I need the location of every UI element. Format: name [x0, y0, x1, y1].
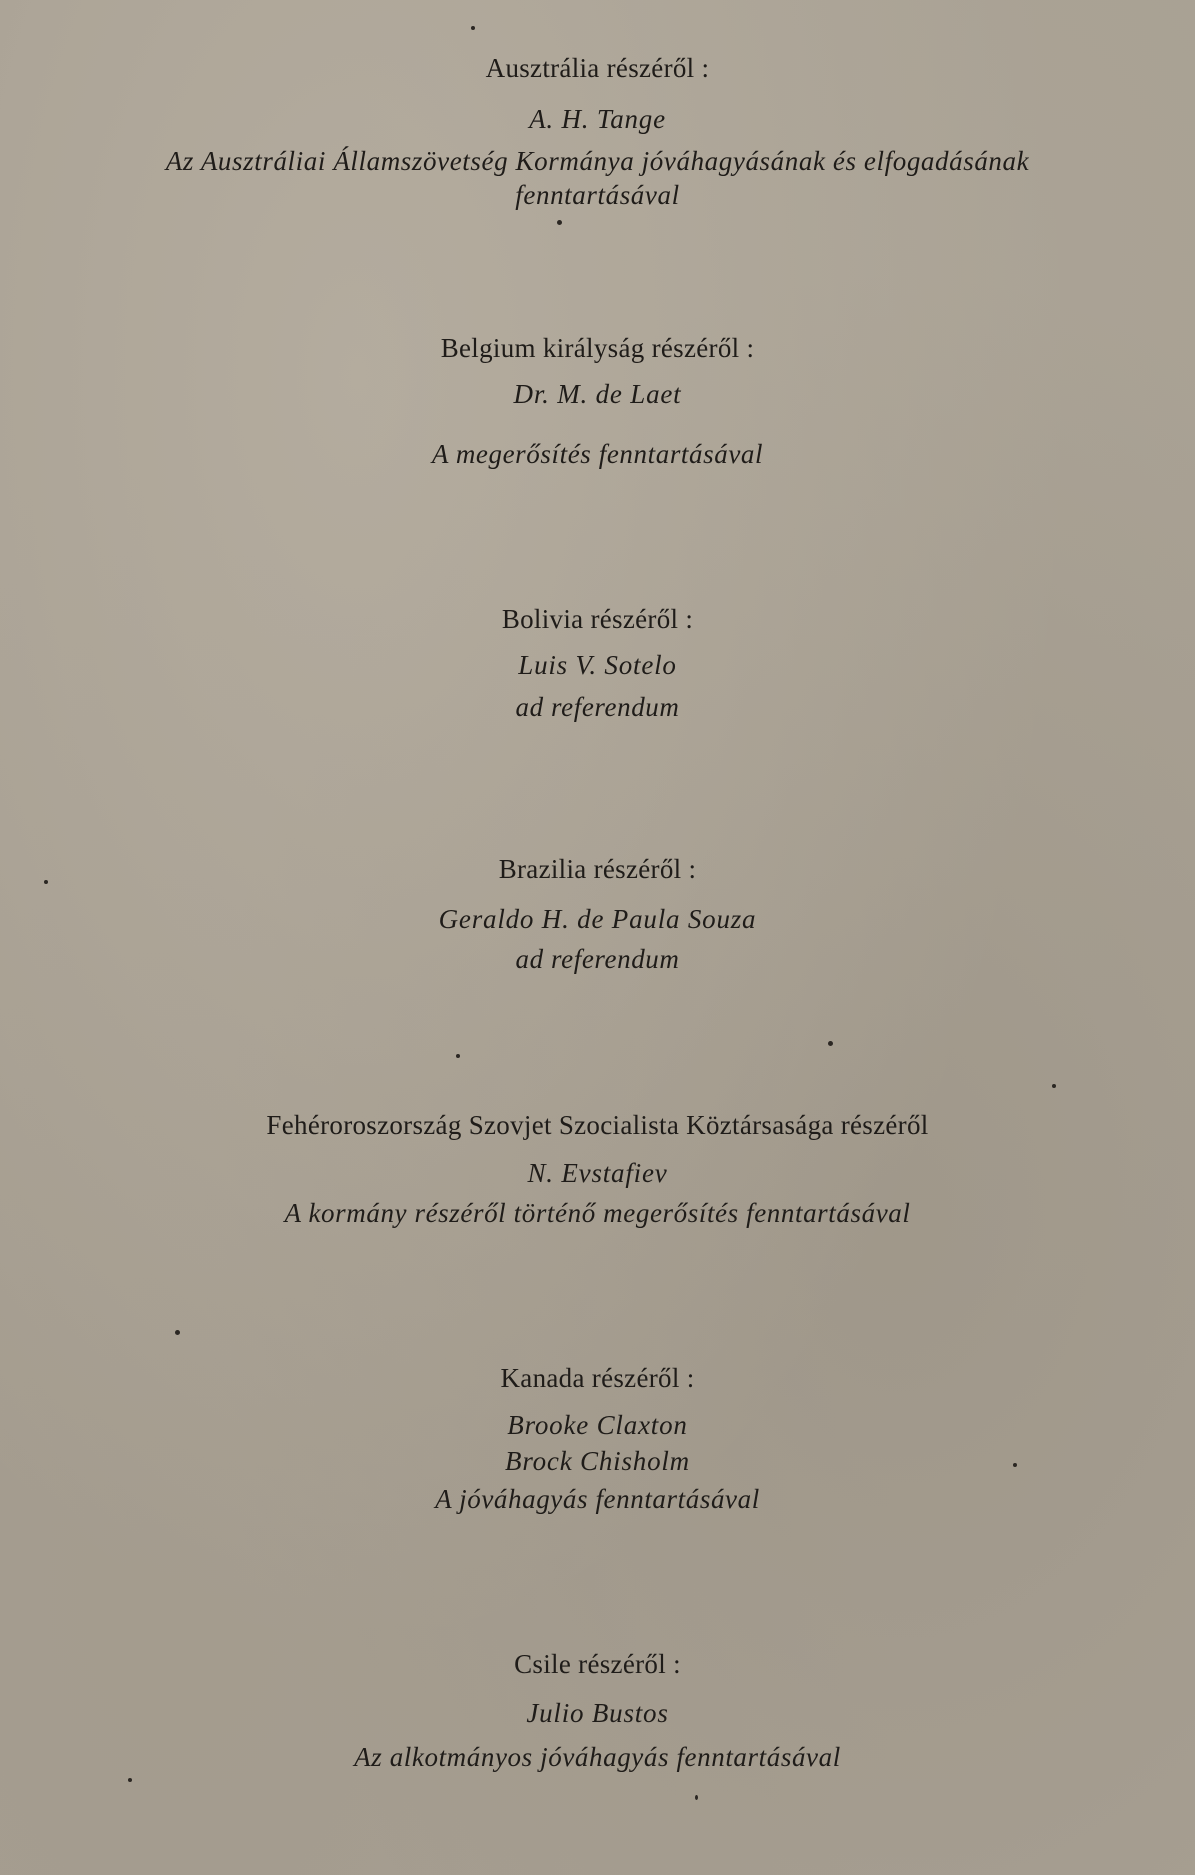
signatory-heading-bolivia: Bolivia részéről : — [501, 604, 694, 634]
paper-speck — [557, 220, 562, 225]
signatory-heading-belgium: Belgium királyság részéről : — [440, 333, 755, 363]
signatory-reservation: A kormány részéről történő megerősítés fenntartásával — [284, 1198, 911, 1228]
signatory-heading-canada: Kanada részéről : — [500, 1363, 695, 1393]
paper-speck — [471, 26, 475, 30]
paper-speck — [128, 1778, 132, 1782]
signatory-reservation: Az alkotmányos jóváhagyás fenntartásával — [354, 1742, 841, 1772]
signatory-name: Geraldo H. de Paula Souza — [438, 904, 757, 934]
paper-speck — [695, 1795, 698, 1800]
paper-speck — [456, 1054, 460, 1058]
signatory-name: Dr. M. de Laet — [513, 379, 682, 409]
signatory-reservation: A megerősítés fenntartásával — [431, 439, 764, 469]
signatory-heading-chile: Csile részéről : — [514, 1649, 681, 1679]
signatory-reservation: ad referendum — [515, 944, 680, 974]
paper-speck — [175, 1330, 180, 1335]
paper-speck — [1013, 1463, 1017, 1467]
signatory-name: N. Evstafiev — [527, 1158, 668, 1188]
signatory-name: Brooke Claxton — [507, 1410, 688, 1440]
signatory-heading-brazil: Brazilia részéről : — [498, 854, 697, 884]
signatory-name: Brock Chisholm — [505, 1446, 690, 1476]
paper-speck — [44, 880, 48, 884]
signatory-heading-australia: Ausztrália részéről : — [485, 53, 710, 83]
signatory-reservation: ad referendum — [515, 692, 680, 722]
signatory-reservation: fenntartásával — [515, 180, 680, 210]
paper-speck — [828, 1041, 833, 1046]
signatory-name: A. H. Tange — [529, 104, 666, 134]
signatory-reservation: Az Ausztráliai Államszövetség Kormánya jóváhagyásának és elfogadásának — [165, 146, 1030, 176]
signatory-reservation: A jóváhagyás fenntartásával — [435, 1484, 760, 1514]
paper-speck — [1052, 1084, 1056, 1088]
signatory-name: Luis V. Sotelo — [518, 650, 677, 680]
signatory-name: Julio Bustos — [526, 1698, 669, 1728]
signatory-heading-belarus: Fehéroroszország Szovjet Szocialista Köztársasága részéről — [266, 1110, 929, 1140]
